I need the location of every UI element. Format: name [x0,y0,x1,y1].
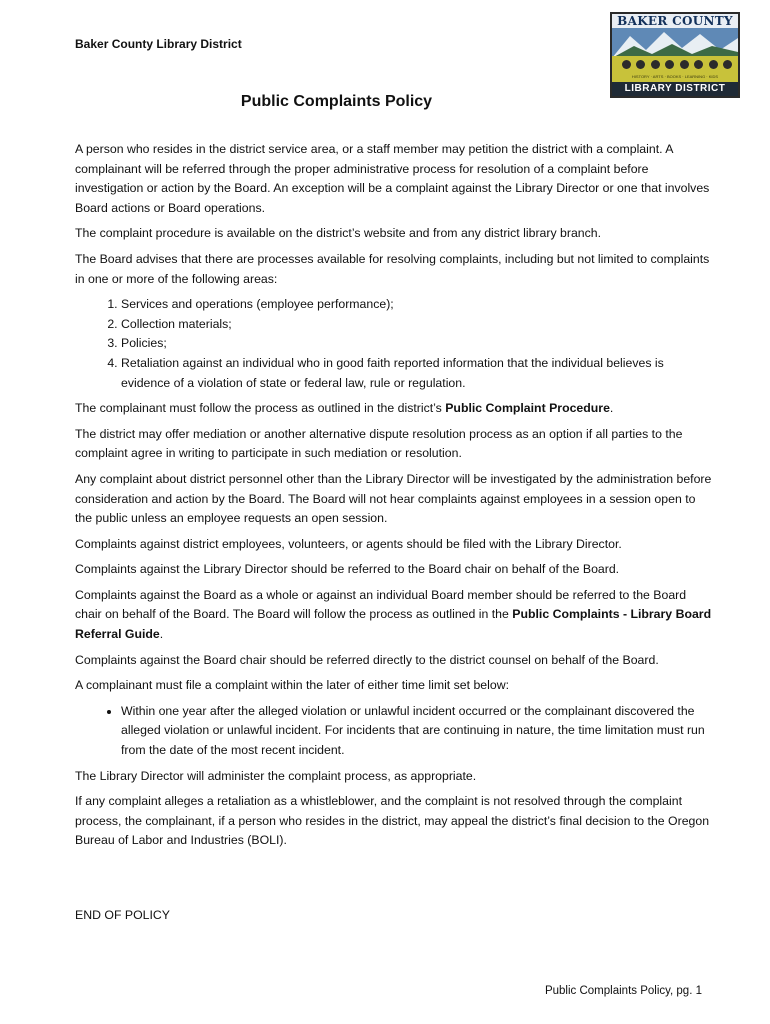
logo-bottom-text: LIBRARY DISTRICT [612,82,738,96]
library-logo [610,12,740,98]
paragraph [75,399,715,419]
mountain-icon [612,28,738,58]
paragraph: Complaints against the Library Director should be referred to the Board chair on behalf of the Board. [75,562,620,577]
list-item: 4. Retaliation against an individual who in good faith reported information that the individual believes is evidence of a violation of state or federal law, rule or regulation. [121,354,715,393]
paragraph: Complaints against the Board chair should be referred directly to the district counsel on behalf of the Board. [75,652,659,667]
paragraph: A complainant must file a complaint within the later of either time limit set below: [75,678,509,693]
paragraph: The district may offer mediation or another alternative dispute resolution process as an option if all parties to the complaint agree in writing to participate in such mediation or resolution. [75,426,683,461]
emblem-icon [680,60,689,69]
list-item: • Within one year after the alleged violation or unlawful incident occurred or the complainant discovered the alleged violation or unlawful incident. For incidents that are continuing in nature, the time limitation must run from the date of the most recent incident. [121,702,715,761]
emblem-icon [709,60,718,69]
time-limit-list [75,702,715,761]
paragraph [75,586,715,645]
emblem-icon [694,60,703,69]
logo-sub-text: HISTORY · ARTS · BOOKS · LEARNING · KIDS [631,74,719,79]
logo-emblems [622,60,732,69]
paragraph: If any complaint alleges a retaliation as a whistleblower, and the complaint is not resolved through the complaint process, the complainant, if a person who resides in the district, may appeal the district’s final decision to the Oregon Bureau of Labor and Industries (BOLI). [75,794,710,848]
emblem-icon [651,60,660,69]
logo-top-text: BAKER COUNTY [612,14,738,28]
list-item: 2. Collection materials; [121,315,715,335]
paragraph: The Board advises that there are processes available for resolving complaints, including but not limited to complaints in one or more of the following areas: [75,251,710,286]
paragraph: The complaint procedure is available on the district’s website and from any district library branch. [75,226,602,241]
text: . [159,627,164,642]
policy-body [75,140,715,857]
page-footer: Public Complaints Policy, pg. 1 [544,985,702,997]
referral-guide-reference: Public Complaints - Library Board Referral Guide [75,607,712,642]
text: . [609,401,614,416]
procedure-reference: Public Complaint Procedure [445,401,610,416]
emblem-icon [636,60,645,69]
list-item: 3. Policies; [121,334,715,354]
end-of-policy: END OF POLICY [75,908,170,922]
text: The complainant must follow the process as outlined in the district’s [75,401,446,416]
complaint-areas-list [75,295,715,393]
page-title: Public Complaints Policy [240,93,433,110]
paragraph: Complaints against district employees, volunteers, or agents should be filed with the Library Director. [75,536,622,551]
org-name: Baker County Library District [75,37,242,51]
paragraph: Any complaint about district personnel other than the Library Director will be investigated by the administration before consideration and action by the Board. The Board will not hear complaints against employees in a session open to the public unless an employee requests an open session. [75,471,712,526]
list-item: 1. Services and operations (employee performance); [121,295,715,315]
paragraph: The Library Director will administer the complaint process, as appropriate. [75,768,477,783]
emblem-icon [622,60,631,69]
paragraph: A person who resides in the district service area, or a staff member may petition the district with a complaint. A complainant will be referred through the proper administrative process for resolution of a complaint before investigation or action by the Board. An exception will be a complaint against the Library Director or one that involves Board actions or Board operations. [75,142,710,215]
emblem-icon [723,60,732,69]
text: Complaints against the Board as a whole or against an individual Board member should be referred to the Board chair on behalf of the Board. The Board will follow the process as outlined in the [75,587,687,622]
emblem-icon [665,60,674,69]
